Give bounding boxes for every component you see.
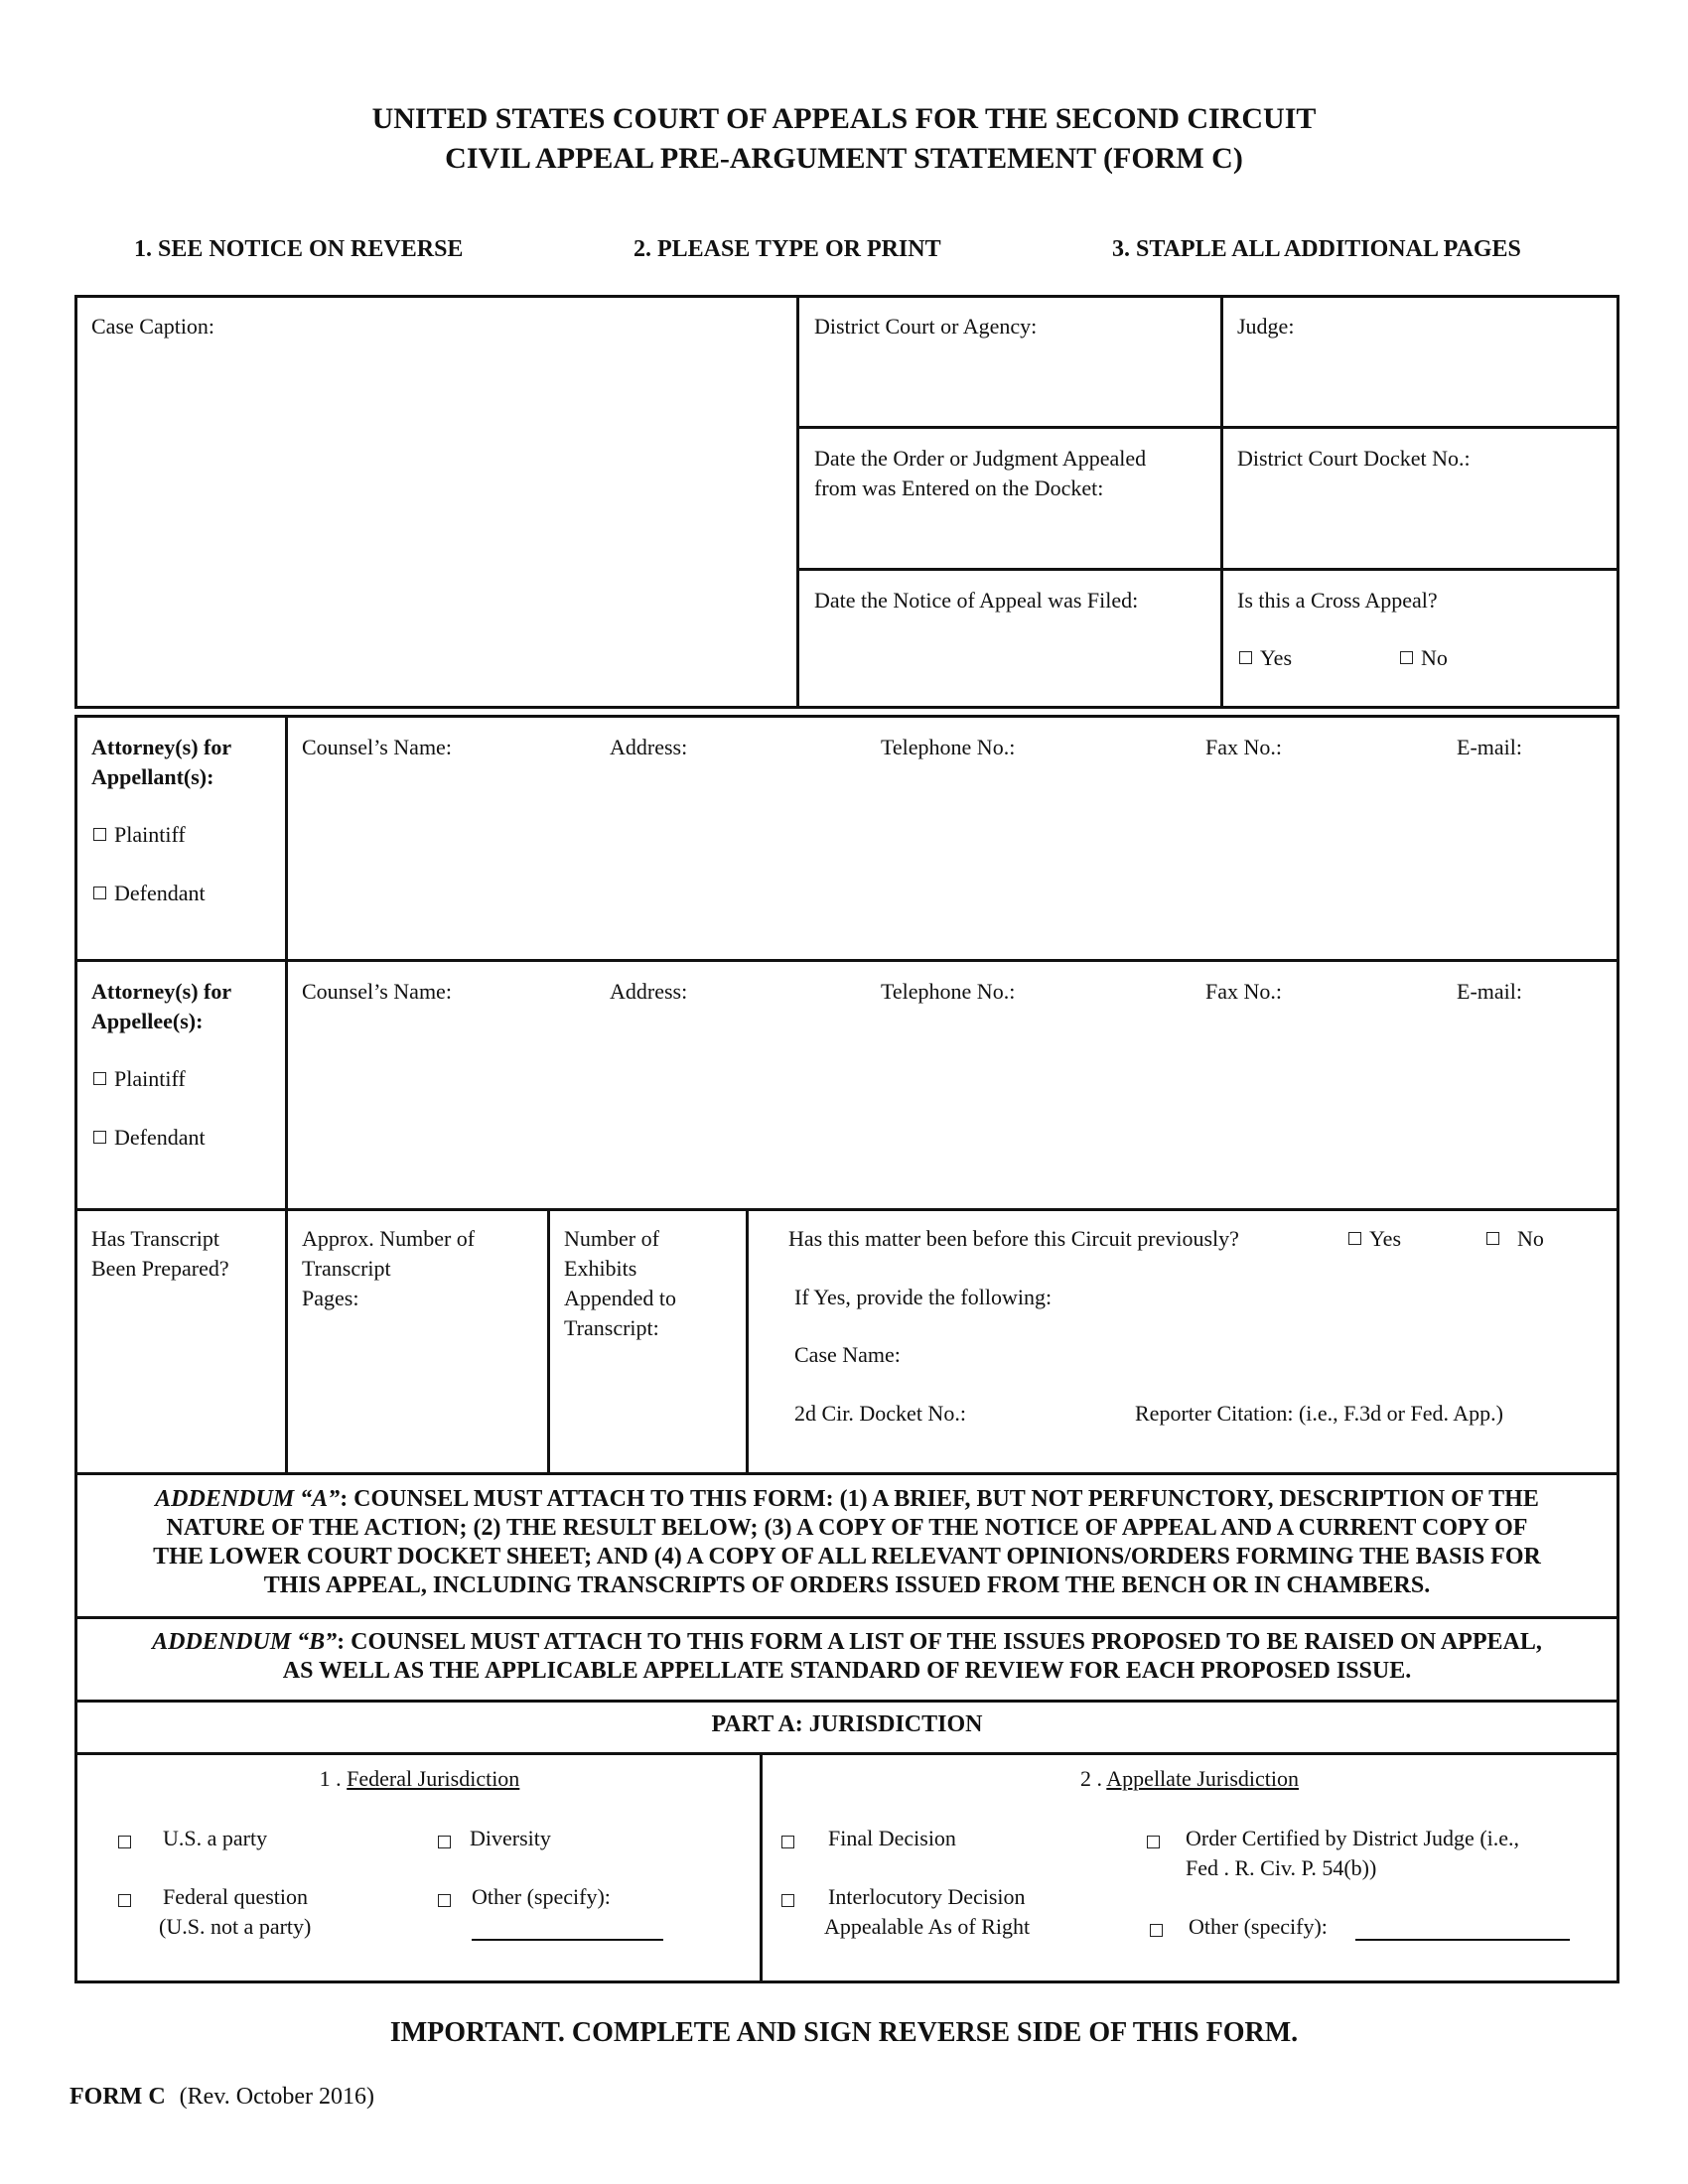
order-certified-label-2: Fed . R. Civ. P. 54(b)) (1186, 1855, 1377, 1880)
federal-question-label-2: (U.S. not a party) (159, 1914, 312, 1939)
addendum-a-text: : COUNSEL MUST ATTACH TO THIS FORM: (1) A BRIEF, BUT NOT PERFUNCTORY, DESCRIPTION OF THE (340, 1486, 1539, 1512)
addendum-a-label: ADDENDUM “A” (155, 1486, 341, 1512)
appellant-plaintiff-option[interactable] (93, 820, 186, 850)
transcript-pages-field[interactable] (302, 1224, 540, 1462)
case-name-label: Case Name: (794, 1342, 901, 1367)
judge-field[interactable] (1237, 312, 1610, 421)
divider (74, 959, 1619, 962)
appellate-number: 2 . (1080, 1766, 1102, 1791)
date-order-label: Date the Order or Judgment Appealed (814, 446, 1147, 471)
yes-label: Yes (1260, 645, 1293, 670)
date-notice-field[interactable] (814, 586, 1211, 700)
revision-label: (Rev. October 2016) (179, 2084, 375, 2110)
no-label: No (1421, 645, 1448, 670)
case-caption-field[interactable] (91, 312, 786, 699)
appellant-fax-label: Fax No.: (1205, 735, 1282, 759)
final-decision-label: Final Decision (828, 1826, 956, 1850)
interlocutory-checkbox[interactable] (781, 1894, 794, 1907)
divider (796, 426, 1619, 429)
other-specify-label: Other (specify): (472, 1884, 611, 1909)
docket-no-label: 2d Cir. Docket No.: (794, 1401, 966, 1426)
date-notice-label: Date the Notice of Appeal was Filed: (814, 588, 1139, 613)
appellee-fax-label: Fax No.: (1205, 979, 1282, 1004)
if-yes-label: If Yes, provide the following: (794, 1285, 1053, 1309)
divider (285, 715, 288, 1472)
federal-title: Federal Jurisdiction (347, 1766, 520, 1791)
addendum-b (79, 1628, 1615, 1686)
checkbox[interactable] (1400, 651, 1413, 664)
addendum-a-text-4: THIS APPEAL, INCLUDING TRANSCRIPTS OF ORDERS ISSUED FROM THE BENCH OR IN CHAMBERS. (263, 1572, 1431, 1598)
addendum-b-label: ADDENDUM “B” (152, 1629, 338, 1655)
divider (547, 1208, 550, 1472)
instruction-2: 2. PLEASE TYPE OR PRINT (633, 236, 941, 262)
docket-no-field[interactable] (794, 1399, 1122, 1429)
form-title: UNITED STATES COURT OF APPEALS FOR THE SECOND CIRCUIT (371, 102, 1317, 135)
appellant-email-label: E-mail: (1457, 735, 1522, 759)
appellee-telephone-label: Telephone No.: (881, 979, 1016, 1004)
appellee-plaintiff-option[interactable] (93, 1064, 186, 1094)
date-order-label-2: from was Entered on the Docket: (814, 476, 1104, 500)
case-caption-label: Case Caption: (91, 314, 215, 339)
divider (1220, 295, 1223, 709)
defendant-label: Defendant (114, 881, 206, 905)
transcript-prepared-field[interactable] (91, 1224, 280, 1462)
transcript-pages-label: Approx. Number of (302, 1226, 476, 1251)
exhibits-label: Number of (564, 1226, 659, 1251)
addendum-b-text: : COUNSEL MUST ATTACH TO THIS FORM A LIST OF THE ISSUES PROPOSED TO BE RAISED ON APPEAL, (337, 1629, 1542, 1655)
previous-yes-option[interactable] (1348, 1224, 1401, 1254)
transcript-pages-label-2: Transcript (302, 1256, 391, 1281)
appellee-defendant-option[interactable] (93, 1123, 206, 1153)
order-certified-label: Order Certified by District Judge (i.e., (1186, 1826, 1520, 1850)
plaintiff-label: Plaintiff (114, 1066, 186, 1091)
appellee-label-2: Appellee(s): (91, 1009, 204, 1033)
addendum-a-text-2: NATURE OF THE ACTION; (2) THE RESULT BELOW; (3) A COPY OF THE NOTICE OF APPEAL AND A CURRENT COPY OF (166, 1515, 1528, 1541)
appellant-counsel-name-label: Counsel’s Name: (302, 735, 452, 759)
cross-appeal-label: Is this a Cross Appeal? (1237, 588, 1438, 613)
checkbox[interactable] (1348, 1232, 1361, 1245)
final-decision-checkbox[interactable] (781, 1836, 794, 1848)
transcript-prepared-label: Has Transcript (91, 1226, 219, 1251)
checkbox[interactable] (93, 887, 106, 899)
divider (796, 295, 799, 709)
diversity-label: Diversity (470, 1826, 551, 1850)
reporter-citation-field[interactable] (1135, 1399, 1612, 1429)
other-specify-field[interactable] (472, 1939, 663, 1941)
addendum-b-text-2: AS WELL AS THE APPLICABLE APPELLATE STANDARD OF REVIEW FOR EACH PROPOSED ISSUE. (282, 1658, 1412, 1684)
docket-no-label: District Court Docket No.: (1237, 446, 1471, 471)
previous-no-option[interactable] (1486, 1224, 1544, 1254)
addendum-a (79, 1485, 1615, 1600)
transcript-prepared-label-2: Been Prepared? (91, 1256, 229, 1281)
divider (796, 568, 1619, 571)
appellant-telephone-label: Telephone No.: (881, 735, 1016, 759)
appellee-attorney-label (91, 977, 231, 1036)
part-a-heading: PART A: JURISDICTION (711, 1711, 983, 1737)
other-specify-2-field[interactable] (1355, 1939, 1570, 1941)
divider (74, 1752, 1619, 1755)
checkbox[interactable] (93, 1072, 106, 1085)
district-court-label: District Court or Agency: (814, 314, 1038, 339)
checkbox[interactable] (1239, 651, 1252, 664)
form-subtitle: CIVIL APPEAL PRE-ARGUMENT STATEMENT (FORM C) (445, 142, 1243, 175)
addendum-a-text-3: THE LOWER COURT DOCKET SHEET; AND (4) A COPY OF ALL RELEVANT OPINIONS/ORDERS FORMING THE BASIS FOR (153, 1544, 1541, 1570)
federal-question-label: Federal question (163, 1884, 309, 1909)
appellate-title: Appellate Jurisdiction (1106, 1766, 1299, 1791)
exhibits-field[interactable] (564, 1224, 741, 1462)
plaintiff-label: Plaintiff (114, 822, 186, 847)
appellee-address-label: Address: (610, 979, 688, 1004)
instruction-3: 3. STAPLE ALL ADDITIONAL PAGES (1112, 236, 1521, 262)
no-label: No (1517, 1226, 1544, 1251)
appellant-defendant-option[interactable] (93, 879, 206, 908)
transcript-pages-label-3: Pages: (302, 1286, 359, 1310)
divider (74, 1700, 1619, 1703)
divider (746, 1208, 749, 1472)
yes-label: Yes (1369, 1226, 1402, 1251)
diversity-checkbox[interactable] (438, 1836, 451, 1848)
federal-question-checkbox[interactable] (118, 1894, 131, 1907)
federal-jurisdiction-heading (79, 1764, 760, 1794)
divider (74, 1616, 1619, 1619)
divider (74, 1472, 1619, 1475)
divider (74, 1208, 1619, 1211)
appellee-label-1: Attorney(s) for (91, 979, 232, 1004)
interlocutory-label: Interlocutory Decision (828, 1884, 1026, 1909)
cross-appeal-yes[interactable] (1239, 643, 1292, 673)
other-specify-checkbox[interactable] (438, 1894, 451, 1907)
appellate-jurisdiction-heading (763, 1764, 1617, 1794)
exhibits-label-4: Transcript: (564, 1315, 659, 1340)
checkbox[interactable] (93, 828, 106, 841)
us-party-label: U.S. a party (163, 1826, 268, 1850)
checkbox[interactable] (93, 1131, 106, 1144)
date-order-field[interactable] (814, 444, 1211, 563)
appellee-counsel-name-label: Counsel’s Name: (302, 979, 452, 1004)
interlocutory-label-2: Appealable As of Right (824, 1914, 1031, 1939)
cross-appeal-no[interactable] (1400, 643, 1448, 673)
instruction-1: 1. SEE NOTICE ON REVERSE (134, 236, 464, 262)
docket-no-field[interactable] (1237, 444, 1610, 563)
case-name-field[interactable] (794, 1340, 1589, 1370)
important-notice: IMPORTANT. COMPLETE AND SIGN REVERSE SIDE OF THIS FORM. (389, 2017, 1299, 2048)
form-label: FORM C (70, 2084, 166, 2110)
appellant-label-1: Attorney(s) for (91, 735, 232, 759)
exhibits-label-3: Appended to (564, 1286, 677, 1310)
federal-number: 1 . (319, 1766, 342, 1791)
us-party-checkbox[interactable] (118, 1836, 131, 1848)
previous-circuit-label: Has this matter been before this Circuit previously? (788, 1226, 1239, 1251)
exhibits-label-2: Exhibits (564, 1256, 637, 1281)
reporter-citation-label: Reporter Citation: (i.e., F.3d or Fed. App.) (1135, 1401, 1503, 1426)
appellant-attorney-label (91, 733, 231, 792)
defendant-label: Defendant (114, 1125, 206, 1150)
checkbox[interactable] (1486, 1232, 1499, 1245)
other-specify-2-label: Other (specify): (1189, 1914, 1328, 1939)
appellee-email-label: E-mail: (1457, 979, 1522, 1004)
order-certified-checkbox[interactable] (1147, 1836, 1160, 1848)
appellant-address-label: Address: (610, 735, 688, 759)
district-court-field[interactable] (814, 312, 1211, 421)
appellant-label-2: Appellant(s): (91, 764, 214, 789)
form-revision (70, 2084, 374, 2111)
other-specify-2-checkbox[interactable] (1150, 1924, 1163, 1937)
judge-label: Judge: (1237, 314, 1295, 339)
